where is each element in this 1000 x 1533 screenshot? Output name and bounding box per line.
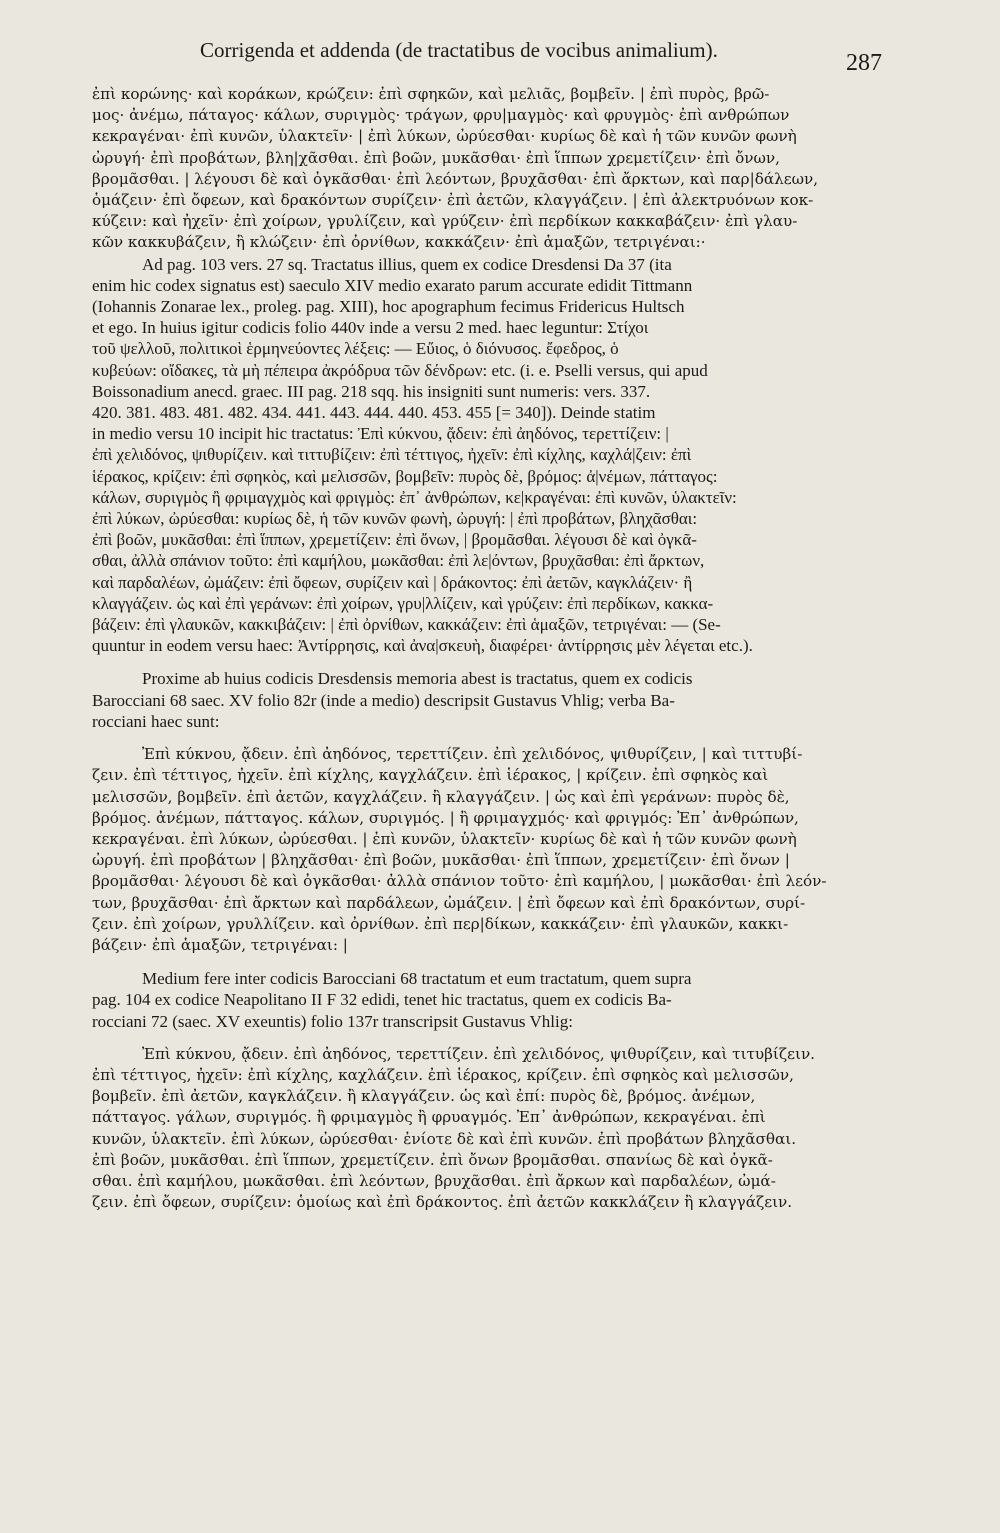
- text-line: (Iohannis Zonarae lex., proleg. pag. XIII), hoc apographum fecimus Fridericus Hultsch: [92, 297, 685, 317]
- paragraph-gap: [92, 1032, 882, 1044]
- running-title: Corrigenda et addenda (de tractatibus de vocibus animalium).: [200, 38, 718, 62]
- text-line: μος· ἀνέμω, πάταγος· κάλων, συριγμὸς· τράγων, φρυ|μαγμὸς· καὶ φρυγμὸς· ἐπὶ ανθρώπων: [92, 106, 790, 125]
- text-line: κυνῶν, ὑλακτεῖν. ἐπὶ λύκων, ὠρύεσθαι· ἐνίοτε δὲ καὶ ἐπὶ κυνῶν. ἐπὶ προβάτων βληχᾶσθαι.: [92, 1129, 797, 1148]
- paragraph-gap: [92, 732, 882, 744]
- text-line: ὠρυγή· ἐπὶ προβάτων, βλη|χᾶσθαι. ἐπὶ βοῶν, μυκᾶσθαι· ἐπὶ ἵππων χρεμετίζειν· ἐπὶ ὄνων,: [92, 148, 780, 167]
- text-line: μελισσῶν, βομβεῖν. ἐπὶ ἀετῶν, καγχλάζειν. ἢ κλαγγάζειν. | ὡς καὶ ἐπὶ γεράνων: πυρὸς δὲ,: [92, 787, 790, 806]
- text-line: ἐπὶ βοῶν, μυκᾶσθαι. ἐπὶ ἵππων, χρεμετίζειν. ἐπὶ ὄνων βρομᾶσθαι. σπανίως δὲ καὶ ὀγκᾶ-: [92, 1150, 773, 1169]
- text-line: βρόμος. ἀνέμων, πάτταγος. κάλων, συριγμός. | ἢ φριμαγχμός· καὶ φριγμός: Ἐπ᾽ ἀνθρώπων,: [92, 808, 799, 827]
- text-line: ζειν. ἐπὶ ὄφεων, συρίζειν: ὁμοίως καὶ ἐπὶ δράκοντος. ἐπὶ ἀετῶν κακκλάζειν ἢ κλαγγάζειν.: [92, 1193, 793, 1212]
- text-line: βάζειν: ἐπὶ γλαυκῶν, κακκιβάζειν: | ἐπὶ ὀρνίθων, κακκάζειν: ἐπὶ ἁμαξῶν, τετριγέναι: — (Se-: [92, 615, 721, 635]
- text-line: rocciani 72 (saec. XV exeuntis) folio 137r transcripsit Gustavus Vhlig:: [92, 1011, 573, 1031]
- text-line: κῶν κακκυβάζειν, ἢ κλώζειν· ἐπὶ ὀρνίθων, κακκάζειν· ἐπὶ ἁμαξῶν, τετριγέναι:·: [92, 233, 706, 252]
- text-line: ἐπὶ χελιδόνος, ψιθυρίζειν. καὶ τιττυβίζειν: ἐπὶ τέττιγος, ἠχεῖν: ἐπὶ κίχλης, καχλά|ζειν: ἐπὶ: [92, 445, 692, 465]
- text-line: Boissonadium anecd. graec. III pag. 218 sqq. his insigniti sunt numeris: vers. 337.: [92, 381, 651, 401]
- text-line: των, βρυχᾶσθαι· ἐπὶ ἄρκτων καὶ παρδάλεων, ὠμάζειν. | ἐπὶ ὄφεων καὶ ἐπὶ δρακόντων, συρί-: [92, 893, 806, 912]
- paragraph-latin: [92, 968, 882, 1032]
- text-line: Ad pag. 103 vers. 27 sq. Tractatus illius, quem ex codice Dresdensi Da 37 (ita: [142, 254, 672, 274]
- text-line: κεκραγέναι· ἐπὶ κυνῶν, ὑλακτεῖν· | ἐπὶ λύκων, ὠρύεσθαι· κυρίως δὲ καὶ ἡ τῶν κυνῶν φωνὴ: [92, 127, 797, 146]
- text-line: ζειν. ἐπὶ χοίρων, γρυλλίζειν. καὶ ὀρνίθων. ἐπὶ περ|δίκων, κακκάζειν· ἐπὶ γλαυκῶν, κακκι-: [92, 914, 789, 933]
- body-text: [92, 84, 882, 1213]
- text-line: pag. 104 ex codice Neapolitano II F 32 edidi, tenet hic tractatus, quem ex codicis Ba-: [92, 990, 672, 1010]
- text-line: βομβεῖν. ἐπὶ ἀετῶν, καγκλάζειν. ἢ κλαγγάζειν. ὡς καὶ ἐπί: πυρὸς δὲ, βρόμος. ἀνέμων,: [92, 1087, 756, 1106]
- text-line: ζειν. ἐπὶ τέττιγος, ἠχεῖν. ἐπὶ κίχλης, καγχλάζειν. ἐπὶ ἱέρακος, | κρίζειν. ἐπὶ σφηκὸς καὶ: [92, 766, 769, 785]
- text-line: βρομᾶσθαι. | λέγουσι δὲ καὶ ὀγκᾶσθαι· ἐπὶ λεόντων, βρυχᾶσθαι· ἐπὶ ἄρκτων, καὶ παρ|δάλεων,: [92, 169, 819, 188]
- paragraph-latin: [92, 254, 882, 657]
- text-line: σθαι. ἐπὶ καμήλου, μωκᾶσθαι. ἐπὶ λεόντων, βρυχᾶσθαι. ἐπὶ ἄρκων καὶ παρδαλέων, ὠμά-: [92, 1171, 776, 1190]
- text-line: in medio versu 10 incipit hic tractatus: Ἐπὶ κύκνου, ᾄδειν: ἐπὶ ἀηδόνος, τερεττίζειν: |: [92, 424, 669, 444]
- text-line: ἐπὶ λύκων, ὠρύεσθαι: κυρίως δὲ, ἡ τῶν κυνῶν φωνὴ, ὠρυγή: | ἐπὶ προβάτων, βληχᾶσθαι:: [92, 509, 698, 529]
- text-line: Ἐπὶ κύκνου, ᾄδειν. ἐπὶ ἀηδόνος, τερεττίζειν. ἐπὶ χελιδόνος, ψιθυρίζειν, | καὶ τιττυβί-: [142, 745, 803, 764]
- text-line: 420. 381. 483. 481. 482. 434. 441. 443. 444. 440. 453. 455 [= 340]). Deinde statim: [92, 403, 656, 423]
- text-line: ὠρυγή. ἐπὶ προβάτων | βληχᾶσθαι· ἐπὶ βοῶν, μυκᾶσθαι· ἐπὶ ἵππων, χρεμετίζειν· ἐπὶ ὄνων |: [92, 851, 790, 870]
- text-line: quuntur in eodem versu haec: Ἀντίρρησις, καὶ ἀνα|σκευὴ, διαφέρει· ἀντίρρησις μὲν λέγεται etc.).: [92, 636, 753, 656]
- paragraph-greek: [92, 1044, 882, 1214]
- text-line: Medium fere inter codicis Barocciani 68 tractatum et eum tractatum, quem supra: [142, 969, 692, 989]
- text-line: κυβεύων: οἴδακες, τὰ μὴ πέπειρα ἀκρόδρυα τῶν δένδρων: etc. (i. e. Pselli versus, qui apud: [92, 360, 708, 380]
- text-line: ἐπὶ κορώνης· καὶ κοράκων, κρώζειν: ἐπὶ σφηκῶν, καὶ μελιᾶς, βομβεῖν. | ἐπὶ πυρὸς, βρῶ-: [92, 85, 770, 103]
- paragraph-greek: [92, 744, 882, 956]
- text-line: Proxime ab huius codicis Dresdensis memoria abest is tractatus, quem ex codicis: [142, 669, 693, 689]
- page-number: 287: [846, 50, 882, 76]
- paragraph-gap: [92, 656, 882, 668]
- paragraph-latin: [92, 668, 882, 732]
- text-line: κύζειν: καὶ ἠχεῖν· ἐπὶ χοίρων, γρυλίζειν, καὶ γρύζειν· ἐπὶ περδίκων κακκαβάζειν· ἐπὶ γλαυ-: [92, 212, 798, 231]
- text-line: rocciani haec sunt:: [92, 711, 220, 731]
- text-line: ἐπὶ τέττιγος, ἠχεῖν: ἐπὶ κίχλης, καχλάζειν. ἐπὶ ἱέρακος, κρίζειν. ἐπὶ σφηκὸς καὶ μελισσῶν,: [92, 1065, 794, 1084]
- text-line: βάζειν· ἐπὶ ἁμαξῶν, τετριγέναι: |: [92, 935, 348, 954]
- text-line: et ego. In huius igitur codicis folio 440v inde a versu 2 med. haec leguntur: Στίχοι: [92, 318, 649, 338]
- text-line: κάλων, συριγμὸς ἢ φριμαγχμὸς καὶ φριγμὸς: ἐπ᾽ ἀνθρώπων, κε|κραγέναι: ἐπὶ κυνῶν, ὑλακτεῖν:: [92, 487, 737, 507]
- text-line: Ἐπὶ κύκνου, ᾄδειν. ἐπὶ ἀηδόνος, τερεττίζειν. ἐπὶ χελιδόνος, ψιθυρίζειν, καὶ τιτυβίζειν.: [142, 1044, 816, 1063]
- text-line: ἱέρακος, κρίζειν: ἐπὶ σφηκὸς, καὶ μελισσῶν, βομβεῖν: πυρὸς δὲ, βρόμος: ἀ|νέμων, πάτταγος:: [92, 466, 718, 486]
- text-line: κεκραγέναι. ἐπὶ λύκων, ὠρύεσθαι. | ἐπὶ κυνῶν, ὑλακτεῖν· κυρίως δὲ καὶ ἡ τῶν κυνῶν φωνὴ: [92, 829, 797, 848]
- text-line: ἐπὶ βοῶν, μυκᾶσθαι: ἐπὶ ἵππων, χρεμετίζειν: ἐπὶ ὄνων, | βρομᾶσθαι. λέγουσι δὲ καὶ ὀγκᾶ-: [92, 530, 697, 550]
- text-line: enim hic codex signatus est) saeculo XIV medio exarato parum accurate edidit Tittmann: [92, 275, 693, 295]
- page-header: [200, 36, 890, 76]
- text-line: καὶ παρδαλέων, ὠμάζειν: ἐπὶ ὄφεων, συρίζειν καὶ | δράκοντος: ἐπὶ ἀετῶν, καγκλάζειν· ἢ: [92, 572, 693, 592]
- paragraph-gap: [92, 956, 882, 968]
- paragraph-greek: [92, 84, 882, 254]
- text-line: βρομᾶσθαι· λέγουσι δὲ καὶ ὀγκᾶσθαι· ἀλλὰ σπάνιον τοῦτο· ἐπὶ καμήλου, | μωκᾶσθαι· ἐπὶ λεόν-: [92, 872, 827, 891]
- text-line: τοῦ ψελλοῦ, πολιτικοὶ ἑρμηνεύοντες λέξεις: — Εὔιος, ὁ διόνυσος. ἔφεδρος, ὁ: [92, 339, 619, 359]
- text-line: πάτταγος. γάλων, συριγμός. ἢ φριμαγμὸς ἢ φρυαγμός. Ἐπ᾽ ἀνθρώπων, κεκραγέναι. ἐπὶ: [92, 1108, 766, 1127]
- text-line: Barocciani 68 saec. XV folio 82r (inde a medio) descripsit Gustavus Vhlig; verba Ba-: [92, 690, 675, 710]
- text-line: ὁμάζειν· ἐπὶ ὄφεων, καὶ δρακόντων συρίζειν· ἐπὶ ἀετῶν, κλαγγάζειν. | ἐπὶ ἀλεκτρυόνων κοκ-: [92, 191, 814, 210]
- text-line: κλαγγάζειν. ὡς καὶ ἐπὶ γεράνων: ἐπὶ χοίρων, γρυ|λλίζειν, καὶ γρύζειν: ἐπὶ περδίκων, κακκα-: [92, 593, 714, 613]
- text-line: σθαι, ἀλλὰ σπάνιον τοῦτο: ἐπὶ καμήλου, μωκᾶσθαι: ἐπὶ λε|όντων, βρυχᾶσθαι: ἐπὶ ἄρκτων,: [92, 551, 705, 571]
